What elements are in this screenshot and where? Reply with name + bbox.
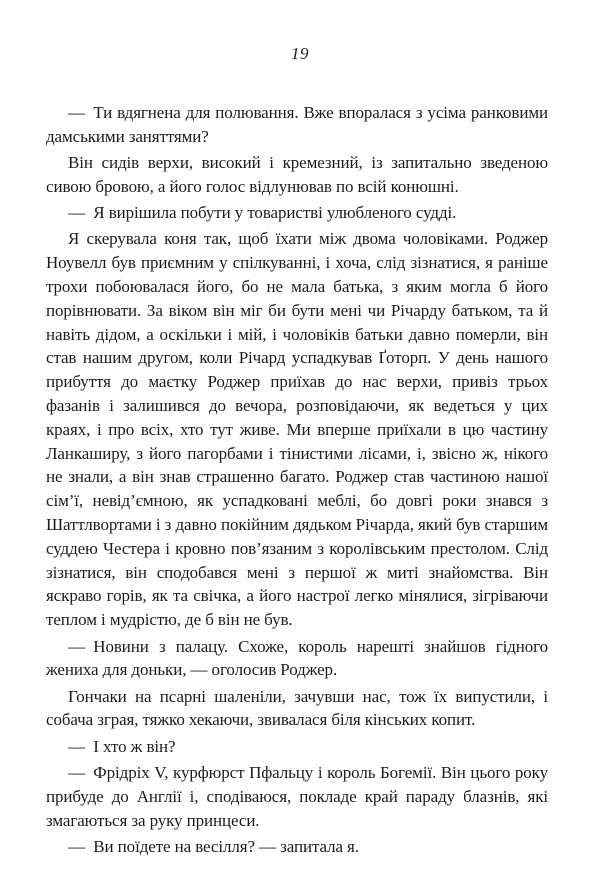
paragraph-dialogue: — Новини з палацу. Схоже, король нарешті знайшов гідного жениха для доньки, — оголосив Роджер. [46,636,548,680]
paragraph-narrative: Я скерувала коня так, щоб їхати між двома чоловіками. Роджер Ноувелл був приємним у спілкуванні, і хоча, слід зізнатися, я раніше трохи побоювалася його, бо не мала батька, з яким могла б його порівнювати. За віком він міг би бути мені чи Річарду батьком, та й навіть дідом, а оскільки і мій, і чоловіків батьки давно померли, він став нашим другом, коли Річард успадкував Ґоторп. У день нашого прибуття до маєтку Роджер приїхав до нас верхи, привіз трьох фазанів і залишився до вечора, розповідаючи, як ведеться у цих краях, і про всіх, хто тут живе. Ми вперше приїхали в цю частину Ланкаширу, з його пагорбами і тінистими лісами, і, звісно ж, нікого не знали, а він знав страшенно багато. Роджер став частиною нашої сім’ї, невід’ємною, як успадковані меблі, бо довгі роки знався з Шаттлвортами і з давно покійним дядьком Річарда, який був старшим суддею Честера і кровно пов’язаним з королівським престолом. Слід зізнатися, він сподобався мені з першої ж миті знайомства. Він яскраво горів, як та свічка, а його настрої легко мінялися, зігріваючи теплом і мудрістю, де б він не був. [46,229,548,630]
paragraph-dialogue: — Ти вдягнена для полювання. Вже впоралася з усіма ранковими дамськими заняттями? [46,103,548,146]
paragraph-dialogue: — Ви поїдете на весілля? — запитала я. [68,836,359,856]
paragraph-dialogue: — Фрідріх V, курфюрст Пфальцу і король Богемії. Він цього року прибуде до Англії і, сподіваюся, покладе край параду блазнів, які змагаються за руку принцеси. [46,763,548,830]
page-number: 19 [291,44,309,63]
paragraph-dialogue: — Я вирішила побути у товаристві улюбленого судді. [68,203,457,223]
paragraph-narrative: Гончаки на псарні шаленіли, зачувши нас, тож їх випустили, і собача зграя, тяжко хекаючи, звивалася біля кінських копит. [46,686,548,730]
paragraph-narrative: Він сидів верхи, високий і кремезний, із запитально зведеною сивою бровою, а його голос відлунював по всій конюшні. [46,153,548,196]
page-text [46,101,548,861]
paragraph-dialogue: — І хто ж він? [68,736,176,756]
